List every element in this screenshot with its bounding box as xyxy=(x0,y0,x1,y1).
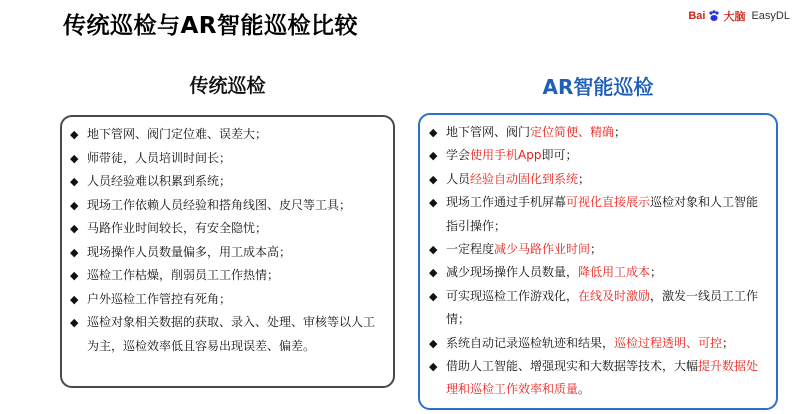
list-item-text: 人员经验难以积累到系统； xyxy=(87,174,232,188)
list-item-text: ； xyxy=(590,242,603,257)
list-item-text: 系统自动记录巡检轨迹和结果， xyxy=(446,335,615,350)
traditional-list-item xyxy=(70,241,385,265)
highlight-text: 降低用工成本 xyxy=(578,265,651,280)
ar-list-item xyxy=(429,144,770,167)
list-item-text: 学会 xyxy=(446,148,471,163)
diamond-bullet-icon: ◆ xyxy=(429,172,438,186)
ar-heading: AR智能巡检 xyxy=(542,75,654,99)
list-item-text: 巡检对象和人工智能指引操作； xyxy=(446,195,759,233)
baidu-brain-easydl-logo xyxy=(688,6,790,26)
diamond-bullet-icon: ◆ xyxy=(429,289,438,303)
diamond-bullet-icon: ◆ xyxy=(429,196,438,210)
traditional-list-item xyxy=(70,170,385,194)
highlight-text: 使用手机App xyxy=(470,148,542,163)
diamond-bullet-icon: ◆ xyxy=(70,316,79,329)
diamond-bullet-icon: ◆ xyxy=(429,266,438,280)
traditional-list-item xyxy=(70,123,385,147)
list-item-text: ； xyxy=(722,335,735,350)
highlight-text: 减少马路作业时间 xyxy=(494,242,591,257)
ar-list-item xyxy=(429,355,770,402)
list-item-text: 现场工作通过手机屏幕 xyxy=(446,195,567,210)
list-item-text: 巡检工作枯燥，削弱员工工作热情； xyxy=(87,268,280,282)
list-item-text: ； xyxy=(614,125,627,139)
diamond-bullet-icon: ◆ xyxy=(70,269,79,282)
list-item-text: 借助人工智能、增强现实和大数据等技术，大幅 xyxy=(446,359,699,374)
traditional-heading: 传统巡检 xyxy=(189,75,266,97)
ar-list-item xyxy=(429,332,770,355)
diamond-bullet-icon: ◆ xyxy=(429,336,438,350)
diamond-bullet-icon: ◆ xyxy=(429,126,438,139)
list-item-text: ，激发一线员工工作情； xyxy=(446,288,759,327)
ar-list-item xyxy=(429,285,770,332)
traditional-panel xyxy=(60,115,395,388)
ar-list-item xyxy=(429,191,770,238)
list-item-text: 。 xyxy=(578,382,591,397)
list-item-text: 地下管网、阀门 xyxy=(446,125,531,139)
highlight-text: 巡检过程透明、可控 xyxy=(614,335,723,350)
traditional-list-item xyxy=(70,264,385,288)
logo-text-product: EasyDL xyxy=(751,10,790,22)
diamond-bullet-icon: ◆ xyxy=(70,175,79,188)
highlight-text: 定位简便、精确 xyxy=(530,125,615,139)
highlight-text: 经验自动固化到系统 xyxy=(470,171,579,186)
ar-list-item xyxy=(429,121,770,144)
slide-title: 传统巡检与AR智能巡检比较 xyxy=(63,13,359,39)
diamond-bullet-icon: ◆ xyxy=(70,151,79,165)
list-item-text: ； xyxy=(650,265,663,280)
list-item-text: 一定程度 xyxy=(446,242,495,257)
traditional-list-item xyxy=(70,217,385,241)
ar-list-item xyxy=(429,238,770,261)
diamond-bullet-icon: ◆ xyxy=(429,149,438,163)
highlight-text: 可视化直接展示 xyxy=(566,195,651,210)
list-item-text: 现场操作人员数量偏多，用工成本高； xyxy=(87,244,292,259)
diamond-bullet-icon: ◆ xyxy=(70,222,79,235)
traditional-list-item xyxy=(70,147,385,171)
diamond-bullet-icon: ◆ xyxy=(70,128,79,141)
list-item-text: 地下管网、阀门定位难、误差大； xyxy=(87,127,268,141)
baidu-paw-icon xyxy=(708,10,720,22)
list-item-text: 减少现场操作人员数量， xyxy=(446,265,579,280)
list-item-text: 即可； xyxy=(541,148,578,163)
traditional-list-item xyxy=(70,311,385,358)
list-item-text: 户外巡检工作管控有死角； xyxy=(87,291,232,306)
list-item-text: 师带徒，人员培训时间长； xyxy=(87,150,232,165)
highlight-text: 提升数据处理和巡检工作效率和质量 xyxy=(446,359,759,397)
diamond-bullet-icon: ◆ xyxy=(70,245,79,259)
traditional-list-item xyxy=(70,288,385,312)
ar-list-item xyxy=(429,168,770,191)
traditional-list-item xyxy=(70,194,385,218)
list-item-text: 马路作业时间较长，有安全隐忧； xyxy=(87,221,268,235)
diamond-bullet-icon: ◆ xyxy=(429,243,438,257)
ar-panel xyxy=(418,113,778,410)
list-item-text: 现场工作依赖人员经验和搭角线图、皮尺等工具； xyxy=(87,197,352,212)
diamond-bullet-icon: ◆ xyxy=(429,360,438,374)
logo-text-brain: 大脑 xyxy=(723,11,746,23)
traditional-list xyxy=(62,117,393,358)
list-item-text: ； xyxy=(578,171,591,186)
highlight-text: 在线及时激励 xyxy=(578,288,651,303)
list-item-text: 巡检对象相关数据的获取、录入、处理、审核等以人工为主，巡检效率低且容易出现误差、偏差。 xyxy=(87,315,376,353)
list-item-text: 人员 xyxy=(446,171,471,186)
ar-list xyxy=(420,115,776,402)
logo-text-bai: Bai xyxy=(688,10,706,22)
list-item-text: 可实现巡检工作游戏化， xyxy=(446,288,579,303)
diamond-bullet-icon: ◆ xyxy=(70,292,79,306)
diamond-bullet-icon: ◆ xyxy=(70,198,79,212)
ar-list-item xyxy=(429,261,770,284)
